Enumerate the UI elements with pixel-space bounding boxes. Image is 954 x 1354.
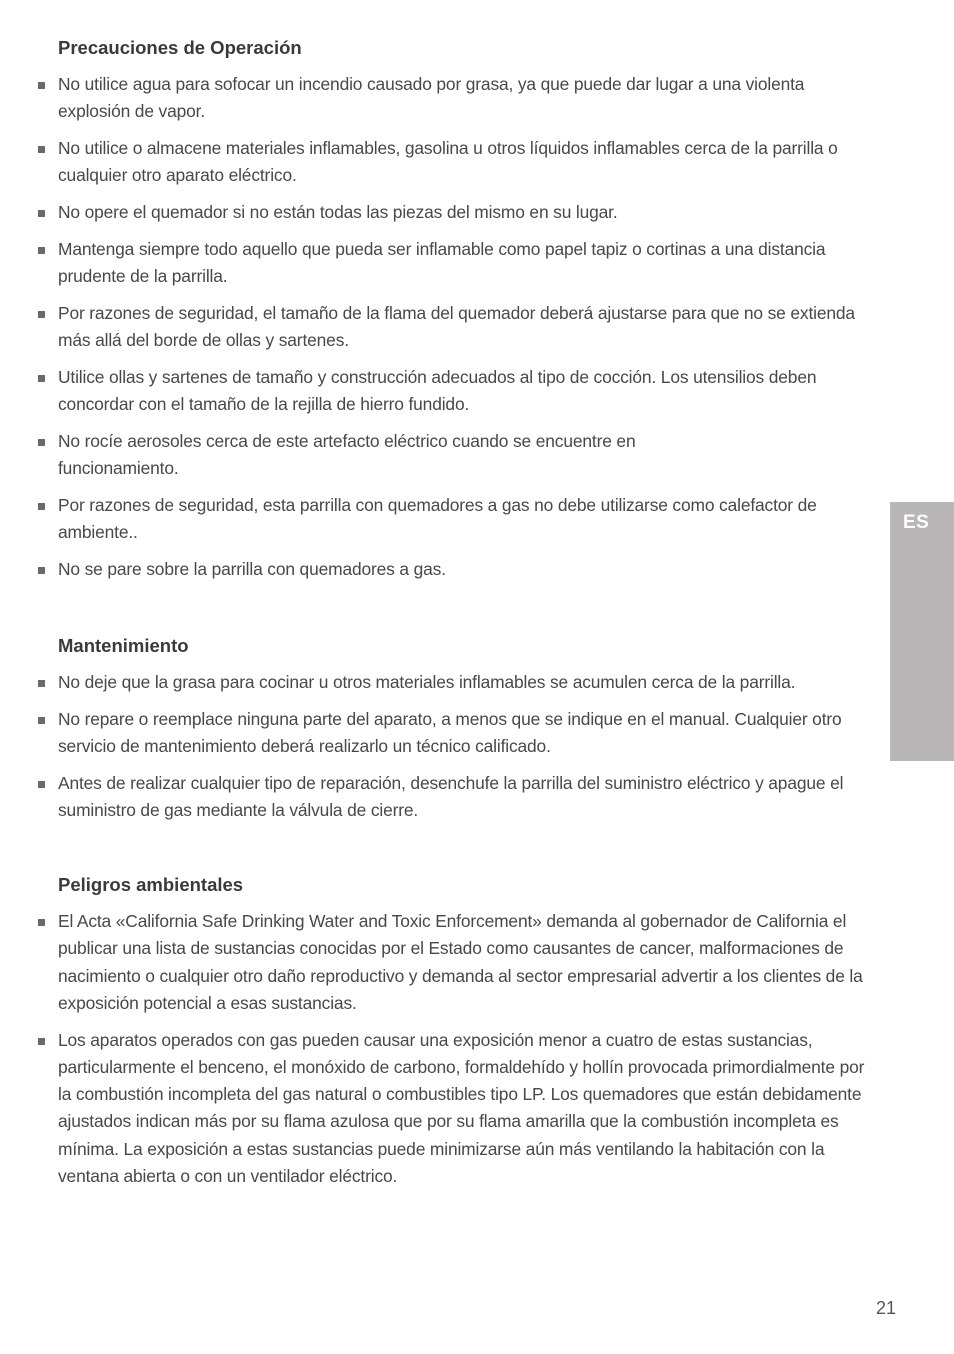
list-item-text: El Acta «California Safe Drinking Water and Toxic Enforcement» demanda al gobernador de California el publicar una lista de sustancias conocidas por el Estado como causantes de cancer, malformaciones de nacimiento o cualquier otro daño reproductivo y demanda al sector empresarial advertir a los clientes de la exposición potencial a esas sustancias. <box>58 911 863 1013</box>
list-item <box>0 669 880 696</box>
square-bullet-icon <box>38 567 45 574</box>
list-item <box>0 492 880 547</box>
bullet-list <box>0 669 880 834</box>
list-item <box>0 71 880 126</box>
square-bullet-icon <box>38 919 45 926</box>
square-bullet-icon <box>38 82 45 89</box>
list-item <box>0 300 880 355</box>
list-item-text: No se pare sobre la parrilla con quemadores a gas. <box>58 558 446 579</box>
list-item-text: No rocíe aerosoles cerca de este artefacto eléctrico cuando se encuentre en funcionamiento. <box>58 430 636 478</box>
square-bullet-icon <box>38 375 45 382</box>
list-item-text: No opere el quemador si no están todas las piezas del mismo en su lugar. <box>58 201 618 222</box>
list-item-text: Mantenga siempre todo aquello que pueda ser inflamable como papel tapiz o cortinas a una distancia prudente de la parrilla. <box>58 238 826 286</box>
square-bullet-icon <box>38 210 45 217</box>
list-item <box>0 428 880 483</box>
square-bullet-icon <box>38 439 45 446</box>
list-item <box>0 770 880 825</box>
square-bullet-icon <box>38 680 45 687</box>
square-bullet-icon <box>38 503 45 510</box>
section-title: Precauciones de Operación <box>58 37 302 58</box>
square-bullet-icon <box>38 1038 45 1045</box>
section-title: Peligros ambientales <box>58 874 244 895</box>
list-item-text: Los aparatos operados con gas pueden causar una exposición menor a cuatro de estas sustancias, particularmente el benceno, el monóxido de carbono, formaldehído y hollín provocada primordialmente por la combustión incompleta del gas natural o combustibles tipo LP. Los quemadores que están debidamente ajustados indican más por su flama azulosa que por su flama amarilla que la combustión incompleta es mínima. La exposición a estas sustancias puede minimizarse aún más ventilando la habitación con la ventana abierta o con un ventilador eléctrico. <box>58 1029 865 1187</box>
list-item-text: Utilice ollas y sartenes de tamaño y construcción adecuados al tipo de cocción. Los utensilios deben concordar con el tamaño de la rejilla de hierro fundido. <box>58 366 817 414</box>
list-item-text: Por razones de seguridad, el tamaño de la flama del quemador deberá ajustarse para que no se extienda más allá del borde de ollas y sartenes. <box>58 302 855 350</box>
list-item-text: Por razones de seguridad, esta parrilla con quemadores a gas no debe utilizarse como calefactor de ambiente.. <box>58 494 817 542</box>
square-bullet-icon <box>38 311 45 318</box>
language-tab-label: ES <box>903 512 930 533</box>
list-item <box>0 556 880 583</box>
list-item-text: No utilice agua para sofocar un incendio causado por grasa, ya que puede dar lugar a una violenta explosión de vapor. <box>58 74 805 122</box>
list-item <box>0 199 880 226</box>
list-item-text: No utilice o almacene materiales inflamables, gasolina u otros líquidos inflamables cerca de la parrilla o cualquier otro aparato eléctrico. <box>58 137 838 186</box>
language-tab <box>890 502 954 761</box>
bullet-list <box>0 71 880 592</box>
list-item-text: No repare o reemplace ninguna parte del aparato, a menos que se indique en el manual. Cualquier otro servicio de mantenimiento deberá realizarlo un técnico calificado. <box>58 708 842 756</box>
square-bullet-icon <box>38 717 45 724</box>
section-title: Mantenimiento <box>58 635 189 656</box>
list-item <box>0 706 880 761</box>
list-item <box>0 1027 880 1191</box>
list-item <box>0 364 880 419</box>
list-item <box>0 908 880 1017</box>
list-item-text: Antes de realizar cualquier tipo de reparación, desenchufe la parrilla del suministro eléctrico y apague el suministro de gas mediante la válvula de cierre. <box>58 772 844 820</box>
list-item <box>0 135 880 190</box>
square-bullet-icon <box>38 247 45 254</box>
square-bullet-icon <box>38 781 45 788</box>
list-item <box>0 236 880 291</box>
list-item-text: No deje que la grasa para cocinar u otros materiales inflamables se acumulen cerca de la parrilla. <box>58 672 796 692</box>
square-bullet-icon <box>38 146 45 153</box>
page-number: 21 <box>876 1298 897 1318</box>
bullet-list <box>0 908 880 1200</box>
